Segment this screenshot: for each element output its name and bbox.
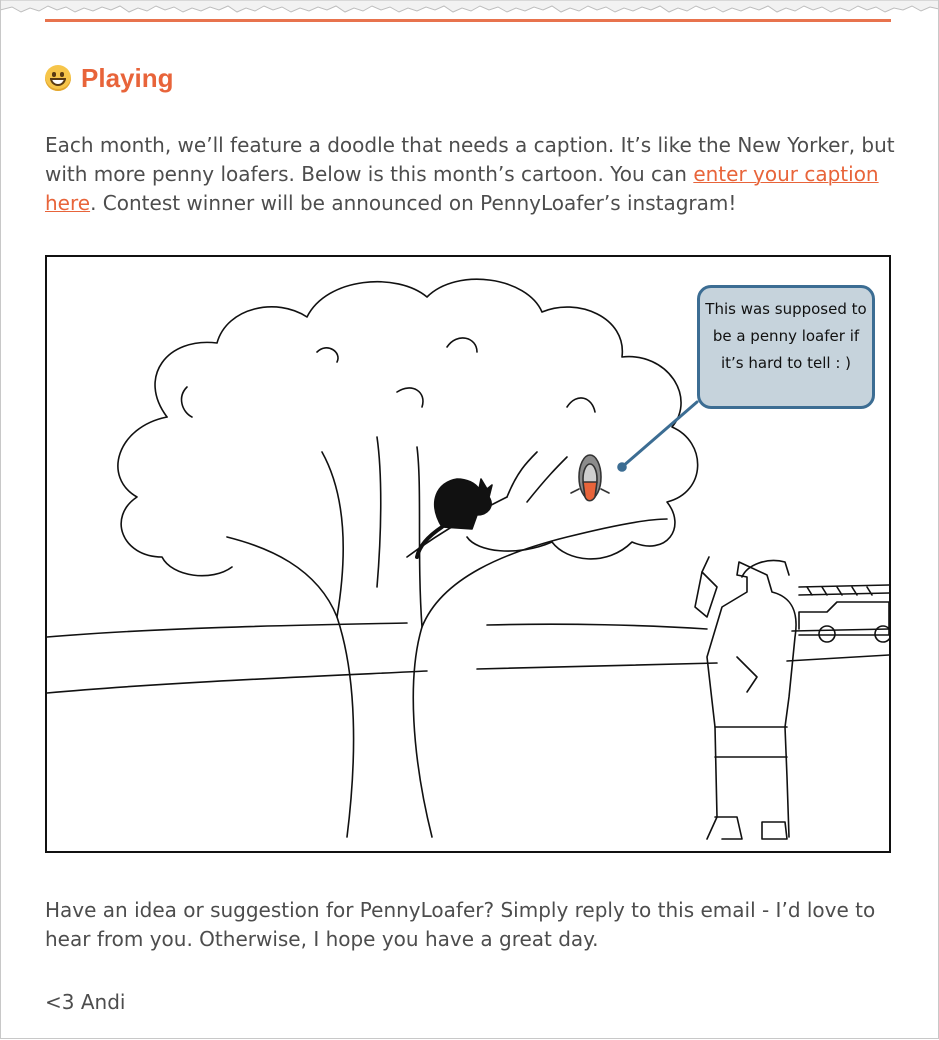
section-title: Playing — [81, 62, 174, 93]
section-heading — [45, 58, 173, 98]
speech-bubble-text: This was supposed to be a penny loafer if it’s hard to tell : ) — [705, 300, 867, 372]
grinning-face-icon — [45, 65, 71, 91]
intro-text-start: Each month, we’ll feature a doodle that needs a caption. It’s like the New Yorker, but with more penny loafers. Below is this month’s cartoon. You can — [45, 133, 895, 186]
intro-text-end: . Contest winner will be announced on PennyLoafer’s instagram! — [90, 191, 737, 215]
speech-bubble — [697, 285, 875, 409]
signoff: <3 Andi — [45, 990, 126, 1014]
enter-caption-link[interactable]: enter your caption here — [45, 162, 879, 215]
section-divider — [45, 19, 891, 22]
cartoon-image — [45, 255, 891, 853]
intro-paragraph — [45, 131, 895, 218]
closing-paragraph: Have an idea or suggestion for PennyLoafer? Simply reply to this email - I’d love to hear from you. Otherwise, I hope you have a great day. — [45, 898, 876, 951]
